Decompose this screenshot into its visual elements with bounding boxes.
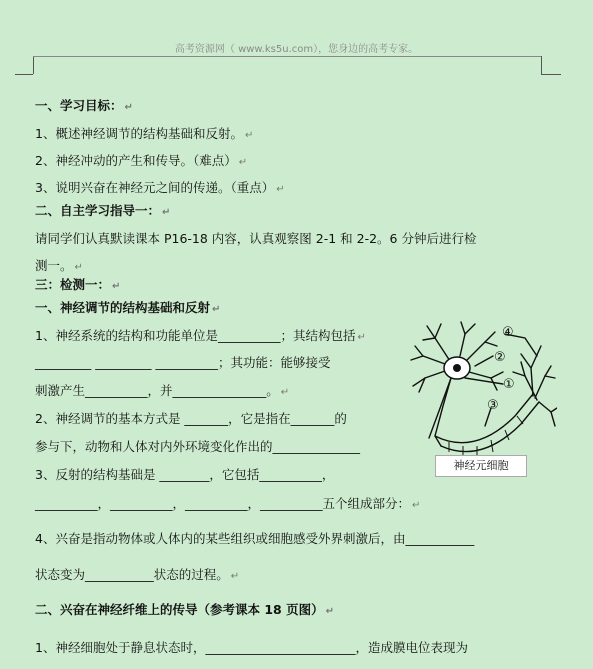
label-1: ① — [503, 377, 515, 392]
section-guide-heading: 二、自主学习指导一： ↵ — [35, 203, 171, 218]
question-3: 3、反射的结构基础是 ________，它包括__________， — [35, 467, 335, 482]
subsection-structure-heading: 一、神经调节的结构基础和反射 ↵ — [35, 300, 221, 315]
goal-2: 2、神经冲动的产生和传导。（难点） ↵ — [35, 153, 248, 168]
goal-1: 1、概述神经调节的结构基础和反射。 ↵ — [35, 126, 254, 141]
guide-text-cont: 测一。 ↵ — [35, 258, 83, 273]
crop-mark-right-h — [541, 74, 561, 76]
question-2-cont: 参与下，动物和人体对内外环境变化作出的______________ — [35, 439, 361, 454]
label-3: ③ — [487, 398, 499, 413]
question-4-cont: 状态变为___________状态的过程。 ↵ — [35, 567, 240, 582]
page-header: 高考资源网（ www.ks5u.com），您身边的高考专家。 — [174, 44, 419, 55]
label-2: ② — [494, 350, 506, 365]
goal-3: 3、说明兴奋在神经元之间的传递。（重点） ↵ — [35, 180, 285, 195]
header-rule — [33, 56, 541, 58]
conduction-question-1: 1、神经细胞处于静息状态时，________________________，造成膜电位表现为 — [35, 640, 468, 655]
question-2: 2、神经调节的基本方式是 _______，它是指在_______的 — [35, 411, 347, 426]
neuron-caption: 神经元细胞 — [435, 455, 527, 477]
crop-mark-right — [541, 56, 543, 74]
crop-mark-left-h — [15, 74, 33, 76]
question-4: 4、兴奋是指动物体或人体内的某些组织或细胞感受外界刺激后，由___________ — [35, 531, 475, 546]
crop-mark-left — [33, 56, 35, 74]
question-3-blanks: __________，__________，__________，__________五个组成部分： ↵ — [35, 496, 421, 511]
section-goals-heading: 一、学习目标： ↵ — [35, 98, 133, 113]
section-test-heading: 三：检测一： ↵ — [35, 277, 121, 292]
question-1-blanks: _________ _________ __________；其功能：能够接受 — [35, 355, 331, 370]
guide-text: 请同学们认真默读课本 P16-18 内容，认真观察图 2-1 和 2-2。6 分钟后进行检 — [35, 231, 477, 246]
question-1: 1、神经系统的结构和功能单位是__________；其结构包括 ↵ — [35, 328, 366, 343]
label-4: ④ — [502, 325, 514, 340]
subsection-conduction-heading: 二、兴奋在神经纤维上的传导（参考课本 18 页图） ↵ — [35, 602, 334, 617]
question-1-cont: 刺激产生__________，并_______________。 ↵ — [35, 383, 290, 398]
